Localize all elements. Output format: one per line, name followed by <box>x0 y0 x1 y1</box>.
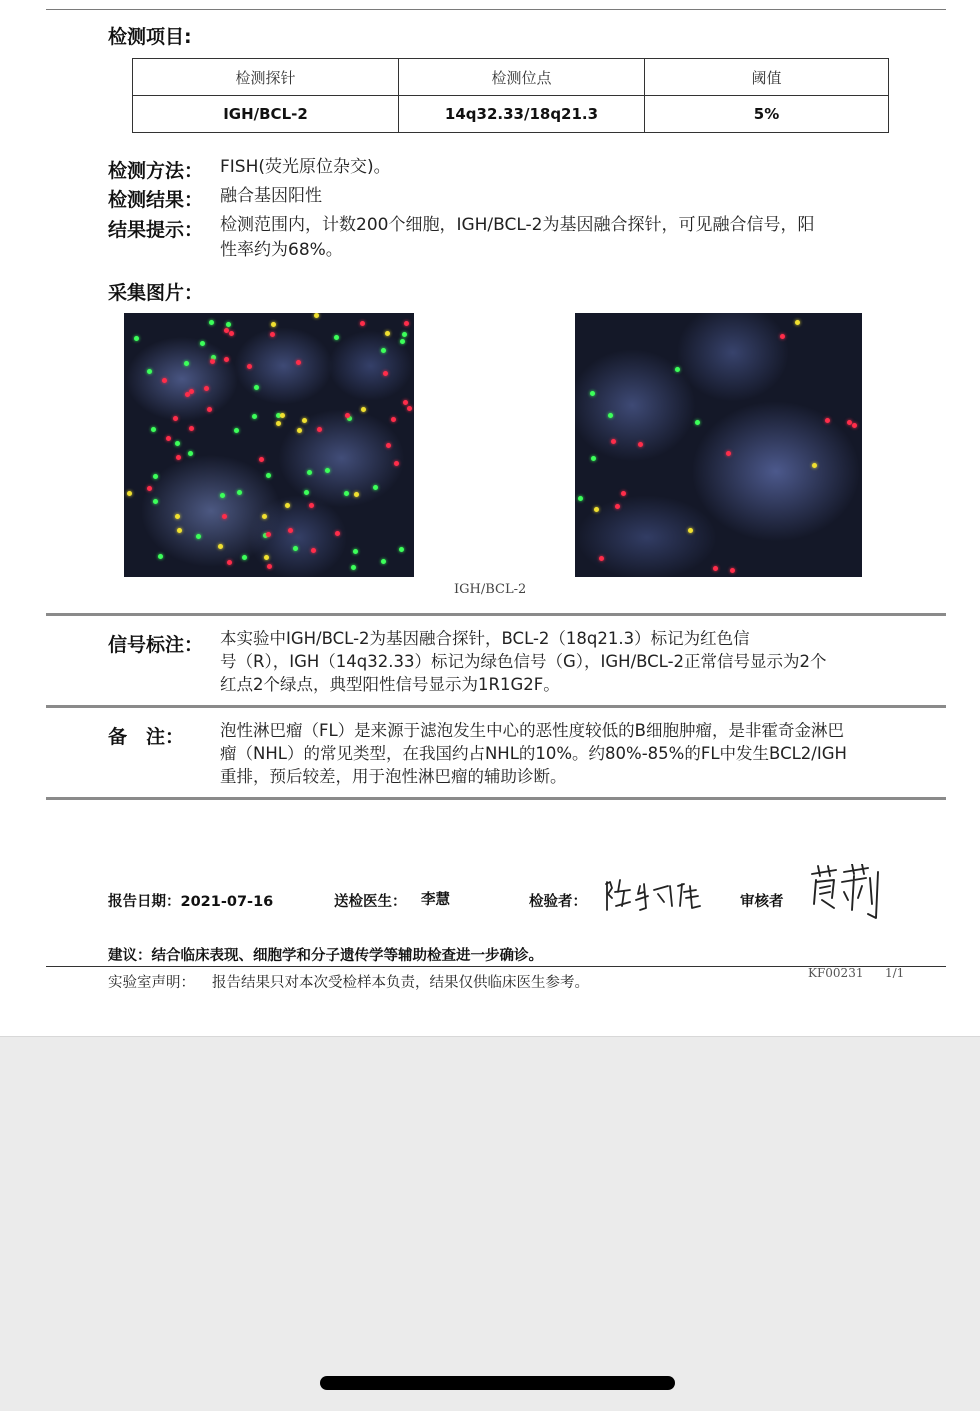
signal-dot <box>688 528 693 533</box>
signal-dot <box>317 427 322 432</box>
result-value: 融合基因阳性 <box>220 186 322 206</box>
signal-dot <box>293 546 298 551</box>
hint-label: 结果提示： <box>108 219 204 241</box>
signal-dot <box>621 491 626 496</box>
header-threshold: 阈值 <box>645 59 889 96</box>
remark-line-1: 泡性淋巴瘤（FL）是来源于滤泡发生中心的恶性度较低的B细胞肿瘤，是非霍奇金淋巴 <box>220 721 845 740</box>
signal-dot <box>254 385 259 390</box>
signal-dot <box>399 547 404 552</box>
signal-dot <box>590 391 595 396</box>
test-items-title: 检测项目: <box>108 26 192 48</box>
signal-dot <box>218 544 223 549</box>
signal-dot <box>344 491 349 496</box>
signal-dot <box>276 421 281 426</box>
signal-dot <box>266 473 271 478</box>
hint-line-1: 检测范围内，计数200个细胞，IGH/BCL-2为基因融合探针，可见融合信号，阳 <box>220 215 815 235</box>
doctor-name: 李慧 <box>421 892 450 908</box>
signal-dot <box>599 556 604 561</box>
signal-dot <box>309 503 314 508</box>
signal-dot <box>852 423 857 428</box>
signal-dot <box>147 486 152 491</box>
signal-dot <box>220 493 225 498</box>
signal-label: 信号标注： <box>108 634 204 656</box>
signal-dot <box>285 503 290 508</box>
signal-dot <box>176 455 181 460</box>
signal-dot <box>334 335 339 340</box>
suggestion: 建议：结合临床表现、细胞学和分子遗传学等辅助检查进一步确诊。 <box>108 948 543 964</box>
signal-dot <box>335 531 340 536</box>
images-title: 采集图片： <box>108 282 204 304</box>
signal-dot <box>196 534 201 539</box>
disclaimer-text: 报告结果只对本次受检样本负责，结果仅供临床医生参考。 <box>212 975 589 991</box>
result-label: 检测结果： <box>108 189 204 211</box>
signal-dot <box>270 332 275 337</box>
signal-dot <box>383 371 388 376</box>
signal-dot <box>795 320 800 325</box>
divider-2 <box>46 705 946 708</box>
signal-dot <box>825 418 830 423</box>
home-indicator[interactable] <box>320 1376 675 1390</box>
tester-signature <box>600 872 715 917</box>
probe-table <box>132 58 889 133</box>
signal-dot <box>158 554 163 559</box>
signal-dot <box>147 369 152 374</box>
signal-line-1: 本实验中IGH/BCL-2为基因融合探针，BCL-2（18q21.3）标记为红色信 <box>220 629 750 648</box>
cell-probe: IGH/BCL-2 <box>133 96 399 133</box>
signal-dot <box>259 457 264 462</box>
signal-dot <box>578 496 583 501</box>
signal-dot <box>325 468 330 473</box>
signal-dot <box>266 532 271 537</box>
signal-dot <box>296 360 301 365</box>
signal-dot <box>594 507 599 512</box>
signal-dot <box>234 428 239 433</box>
signal-dot <box>345 413 350 418</box>
signal-dot <box>675 367 680 372</box>
hint-line-2: 性率约为68%。 <box>220 240 343 260</box>
signal-dot <box>153 499 158 504</box>
top-divider <box>46 9 946 10</box>
signal-dot <box>407 406 412 411</box>
signal-dot <box>209 320 214 325</box>
divider-1 <box>46 613 946 616</box>
signal-dot <box>177 528 182 533</box>
signal-dot <box>400 339 405 344</box>
signal-dot <box>173 416 178 421</box>
signal-dot <box>730 568 735 573</box>
signal-dot <box>247 364 252 369</box>
signal-dot <box>386 443 391 448</box>
signal-dot <box>297 428 302 433</box>
reviewer-signature <box>808 864 883 920</box>
signal-dot <box>262 514 267 519</box>
form-code: KF00231 <box>808 966 864 980</box>
signal-dot <box>207 407 212 412</box>
signal-dot <box>611 439 616 444</box>
doctor-label: 送检医生： <box>334 894 407 910</box>
signal-dot <box>695 420 700 425</box>
method-label: 检测方法： <box>108 160 204 182</box>
signal-dot <box>264 555 269 560</box>
signal-dot <box>222 514 227 519</box>
signal-dot <box>280 413 285 418</box>
signal-dot <box>175 441 180 446</box>
signal-dot <box>134 336 139 341</box>
signal-dot <box>184 361 189 366</box>
cell-threshold: 5% <box>645 96 889 133</box>
signal-dot <box>227 560 232 565</box>
signal-dot <box>252 414 257 419</box>
report-date: 报告日期：2021-07-16 <box>108 894 274 910</box>
signal-dot <box>351 565 356 570</box>
remark-label: 备 注： <box>108 726 185 748</box>
disclaimer-label: 实验室声明： <box>108 975 195 991</box>
signal-text <box>220 627 827 696</box>
signal-dot <box>127 491 132 496</box>
signal-dot <box>381 348 386 353</box>
remark-line-2: 瘤（NHL）的常见类型，在我国约占NHL的10%。约80%-85%的FL中发生BCL2/IGH <box>220 744 847 763</box>
fish-image-right <box>575 313 862 577</box>
signal-line-2: 号（R），IGH（14q32.33）标记为绿色信号（G），IGH/BCL-2正常信号显示为2个 <box>220 652 827 671</box>
remark-line-3: 重排，预后较差，用于泡性淋巴瘤的辅助诊断。 <box>220 767 567 786</box>
cell-locus: 14q32.33/18q21.3 <box>399 96 645 133</box>
signal-dot <box>373 485 378 490</box>
signal-dot <box>175 514 180 519</box>
signal-dot <box>615 504 620 509</box>
signal-dot <box>403 400 408 405</box>
signal-dot <box>288 528 293 533</box>
hint-value <box>220 213 815 263</box>
signal-dot <box>391 417 396 422</box>
signal-dot <box>204 386 209 391</box>
signal-dot <box>726 451 731 456</box>
table-row <box>133 96 889 133</box>
signal-dot <box>271 322 276 327</box>
signal-dot <box>151 427 156 432</box>
header-probe: 检测探针 <box>133 59 399 96</box>
signal-dot <box>780 334 785 339</box>
method-value: FISH(荧光原位杂交)。 <box>220 157 391 177</box>
signal-dot <box>713 566 718 571</box>
signal-dot <box>242 555 247 560</box>
image-caption: IGH/BCL-2 <box>454 582 527 597</box>
table-header-row <box>133 59 889 96</box>
signal-dot <box>360 321 365 326</box>
fish-image-left <box>124 313 414 577</box>
signal-dot <box>314 313 319 318</box>
reviewer-label: 审核者 <box>740 894 784 910</box>
signal-dot <box>394 461 399 466</box>
tester-label: 检验者： <box>529 894 587 910</box>
signal-dot <box>267 564 272 569</box>
signal-dot <box>353 549 358 554</box>
signal-dot <box>237 490 242 495</box>
signal-line-3: 红点2个绿点，典型阳性信号显示为1R1G2F。 <box>220 675 560 694</box>
signal-dot <box>302 418 307 423</box>
signal-dot <box>304 490 309 495</box>
signal-dot <box>224 357 229 362</box>
signal-dot <box>200 341 205 346</box>
page-number: 1/1 <box>885 966 905 980</box>
signal-dot <box>638 442 643 447</box>
signal-dot <box>381 559 386 564</box>
signal-dot <box>307 470 312 475</box>
signal-dot <box>404 321 409 326</box>
signal-dot <box>354 492 359 497</box>
signal-dot <box>166 436 171 441</box>
signal-dot <box>402 332 407 337</box>
signal-dot <box>608 413 613 418</box>
divider-3 <box>46 797 946 800</box>
signal-dot <box>189 426 194 431</box>
signal-dot <box>311 548 316 553</box>
signal-dot <box>210 359 215 364</box>
header-locus: 检测位点 <box>399 59 645 96</box>
signal-dot <box>591 456 596 461</box>
signal-dot <box>189 389 194 394</box>
remark-text <box>220 719 847 788</box>
signal-dot <box>162 378 167 383</box>
signal-dot <box>226 322 231 327</box>
signal-dot <box>361 407 366 412</box>
signal-dot <box>229 331 234 336</box>
signal-dot <box>188 451 193 456</box>
signal-dot <box>153 474 158 479</box>
signal-dot <box>385 331 390 336</box>
signal-dot <box>812 463 817 468</box>
